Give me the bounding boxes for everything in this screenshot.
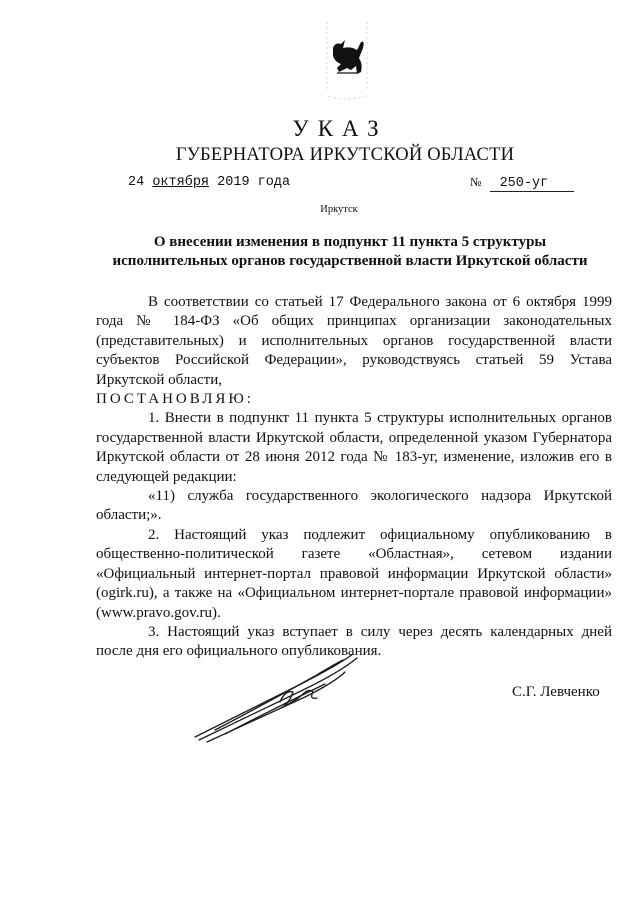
date-month: октября: [152, 175, 210, 190]
document-subtitle: ГУБЕРНАТОРА ИРКУТСКОЙ ОБЛАСТИ: [175, 145, 515, 165]
document-title: УКАЗ: [292, 116, 388, 141]
document-date: [128, 175, 290, 190]
number-value: 250-уг: [490, 176, 574, 192]
handwritten-signature: [185, 642, 375, 752]
decree-word: ПОСТАНОВЛЯЮ:: [96, 391, 254, 408]
document-number: [470, 175, 574, 192]
document-city: Иркутск: [320, 204, 358, 215]
document-heading: [100, 233, 600, 271]
document-body: [96, 293, 612, 662]
item-1-paragraph: 1. Внести в подпункт 11 пункта 5 структуры исполнительных органов государственной власти Иркутской области, определенной указом Губернатора Иркутской области от 28 июня 2012 года № 183-уг, изменение, изложив его в следующей редакции:: [96, 410, 612, 485]
item-2-paragraph: 2. Настоящий указ подлежит официальному опубликованию в общественно-политической газете «Областная», сетевом издании «Официальный интернет-портал правовой информации Иркутской области» (ogirk.ru), а также на «Официальном интернет-портале правовой информации» (www.pravo.gov.ru).: [96, 526, 612, 621]
signer-name: С.Г. Левченко: [512, 684, 600, 700]
item-3-paragraph: 3. Настоящий указ вступает в силу через десять календарных дней после дня его официального опубликования.: [96, 623, 612, 660]
number-sign: №: [470, 175, 482, 189]
date-day: 24: [128, 175, 145, 190]
preamble-paragraph: В соответствии со статьей 17 Федерального закона от 6 октября 1999 года № 184-ФЗ «Об общих принципах организации законодательных (представительных) и исполнительных органов государственной власти субъектов Российской Федерации», руководствуясь статьей 59 Устава Иркутской области,: [96, 294, 612, 388]
date-year: 2019 года: [217, 175, 291, 190]
heading-line-2: исполнительных органов государственной власти Иркутской области: [112, 253, 588, 269]
coat-of-arms-emblem: [323, 18, 371, 102]
item-1-quote: «11) служба государственного экологического надзора Иркутской области;».: [96, 488, 612, 524]
heading-line-1: О внесении изменения в подпункт 11 пункта 5 структуры: [153, 234, 547, 250]
